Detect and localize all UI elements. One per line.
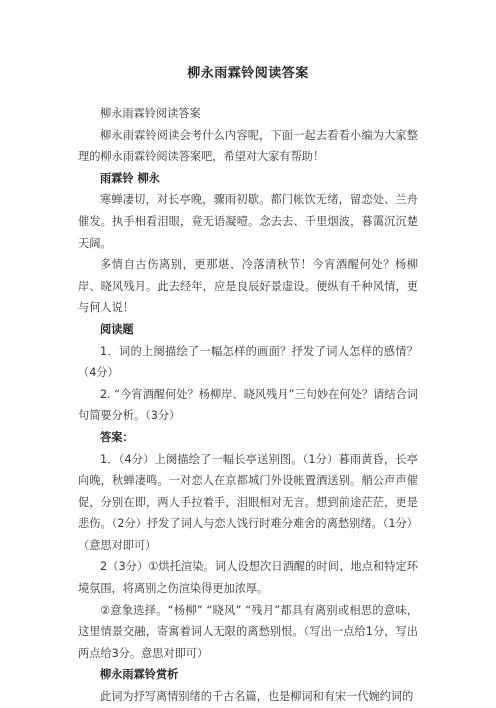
intro-paragraph: 柳永雨霖铃阅读会考什么内容呢，下面一起去看看小编为大家整理的柳永雨霖铃阅读答案吧，希望对大家有帮助！ — [78, 128, 418, 164]
poem-heading: 雨霖铃 柳永 — [100, 171, 160, 185]
answer-2-part-1: 2（3分）①烘托渲染。词人设想次日酒醒的时间、地点和特定环境氛围，将离别之伤渲染得更加浓厚。 — [78, 560, 418, 596]
question-1: 1．词的上阕描绘了一幅怎样的画面？抒发了词人怎样的感情？（4分） — [78, 344, 418, 380]
poem-stanza-2: 多情自古伤离别，更那堪、冷落清秋节！今宵酒醒何处？杨柳岸、晓风残月。此去经年，应是良辰好景虚设。便纵有千种风情，更与何人说！ — [78, 258, 418, 315]
appreciation-paragraph: 此词为抒写离情别绪的千古名篇，也是柳词和有宋一代婉约词的 — [100, 690, 414, 704]
questions-heading: 阅读题 — [100, 322, 134, 336]
answer-2-part-2: ②意象选择。“杨柳” “晓风” “残月”都具有离别或相思的意味，这里情景交融，寄寓着词人无限的离愁别恨。（写出一点给1分，写出两点给3分。意思对即可） — [78, 603, 418, 660]
poem-stanza-1: 寒蝉凄切，对长亭晚，骤雨初歇。都门帐饮无绪，留恋处、兰舟催发。执手相看泪眼，竟无语凝噎。念去去、千里烟波，暮霭沉沉楚天阔。 — [78, 193, 418, 250]
subtitle-line: 柳永雨霖铃阅读答案 — [100, 107, 201, 120]
question-2: 2. “今宵酒醒何处？杨柳岸、晓风残月”三句妙在何处？请结合词句简要分析。（3分） — [78, 387, 418, 423]
answers-heading: 答案： — [100, 430, 134, 444]
document-title: 柳永雨霖铃阅读答案 — [187, 66, 309, 81]
answer-1: 1．（4分）上阕描绘了一幅长亭送别图。（1分）暮雨黄昏，长亭向晚，秋蝉凄鸣。一对恋人在京都城门外设帐置酒送别。艄公声声催促，分别在即，两人手拉着手，泪眼相对无言。想到前途茫茫，更是悲伤。（2分）抒发了词人与恋人饯行时难分难舍的离愁别绪。（1分）（意思对即可） — [78, 452, 418, 552]
appreciation-heading: 柳永雨霖铃赏析 — [100, 668, 179, 682]
